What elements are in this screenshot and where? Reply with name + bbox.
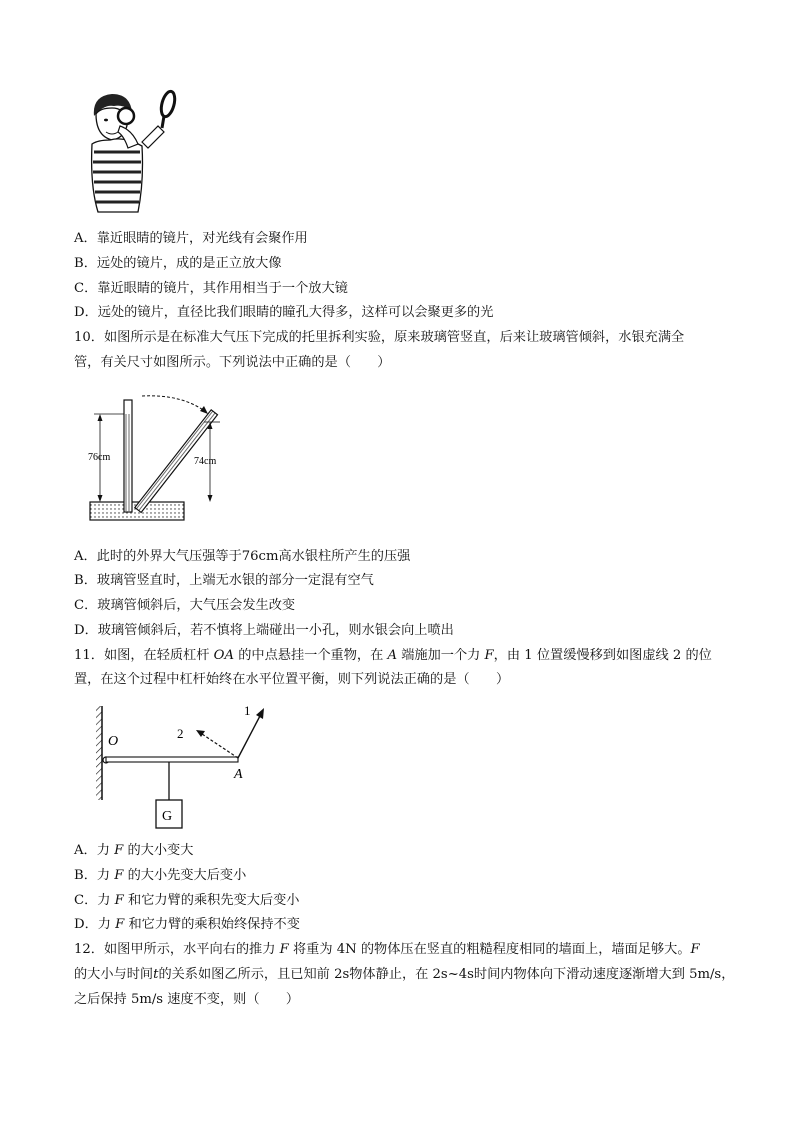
label-74cm: 74cm	[194, 456, 217, 467]
q12-stem-line1: 12．如图甲所示，水平向右的推力 F 将重为 4N 的物体压在竖直的粗糙程度相同的墙面上，墙面足够大。F	[74, 942, 700, 957]
label-76cm: 76cm	[88, 452, 111, 463]
q11-stem-line1: 11．如图，在轻质杠杆 OA 的中点悬挂一个重物，在 A 端施加一个力 F，由 1 位置缓慢移到如图虚线 2 的位	[74, 648, 712, 663]
q10-option-a: A．此时的外界大气压强等于76cm高水银柱所产生的压强	[74, 549, 411, 564]
q10-option-c: C．玻璃管倾斜后，大气压会发生改变	[74, 598, 296, 613]
q12-stem-line3: 之后保持 5m/s 速度不变，则（ ）	[74, 992, 300, 1007]
q11-option-d: D．力 F 和它力臂的乘积始终保持不变	[74, 917, 300, 932]
q9-option-b: B．远处的镜片，成的是正立放大像	[74, 256, 282, 271]
label-o: O	[108, 734, 119, 749]
q11-stem-line2: 置，在这个过程中杠杆始终在水平位置平衡，则下列说法正确的是（ ）	[74, 672, 510, 687]
q11-option-c: C．力 F 和它力臂的乘积先变大后变小	[74, 893, 300, 908]
q9-option-c: C．靠近眼睛的镜片，其作用相当于一个放大镜	[74, 281, 348, 296]
lever-oa	[106, 757, 238, 762]
q10-option-d: D．玻璃管倾斜后，若不慎将上端碰出一小孔，则水银会向上喷出	[74, 623, 454, 638]
q10-stem-line1: 10．如图所示是在标准大气压下完成的托里拆利实验，原来玻璃管竖直，后来让玻璃管倾斜，水银充满全	[74, 330, 685, 345]
q9-option-d: D．远处的镜片，直径比我们眼睛的瞳孔大得多，这样可以会聚更多的光	[74, 305, 494, 320]
q11-option-a: A．力 F 的大小变大	[74, 843, 194, 858]
q11-option-b: B．力 F 的大小先变大后变小	[74, 868, 247, 883]
label-g: G	[162, 809, 173, 824]
wall	[96, 706, 102, 800]
q12-stem-line2: 的大小与时间t的关系如图乙所示，且已知前 2s物体静止，在 2s~4s时间内物体向下滑动速度逐渐增大到 5m/s，	[74, 967, 735, 982]
q9-option-a: A．靠近眼睛的镜片，对光线有会聚作用	[74, 231, 308, 246]
label-2: 2	[177, 726, 184, 741]
label-1: 1	[244, 703, 251, 718]
q10-option-b: B．玻璃管竖直时，上端无水银的部分一定混有空气	[74, 573, 374, 588]
rotation-arrow	[142, 396, 206, 412]
lever-figure	[92, 700, 272, 832]
label-a: A	[234, 767, 243, 782]
q10-stem-line2: 管，有关尺寸如图所示。下列说法中正确的是（ ）	[74, 355, 391, 370]
telescope-boy-figure	[84, 86, 184, 214]
torricelli-figure	[86, 392, 236, 524]
